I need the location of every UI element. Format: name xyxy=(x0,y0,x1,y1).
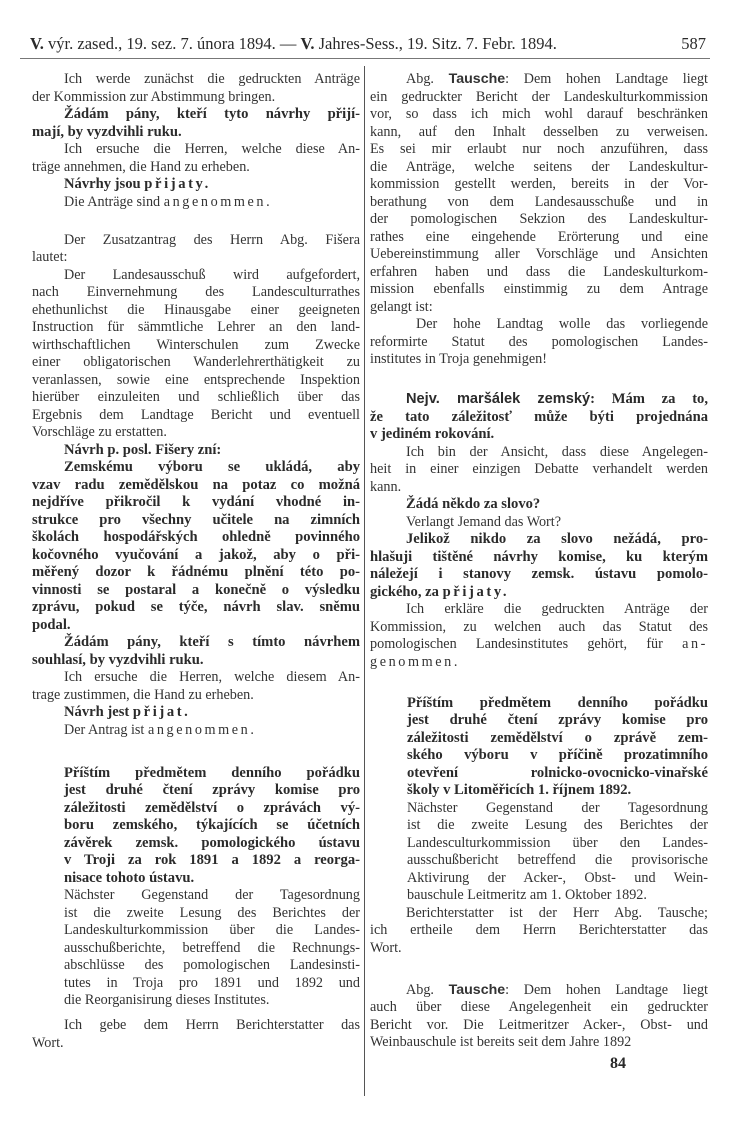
text-line: berathung von dem Landesausschuße und in xyxy=(370,193,708,210)
text-run: pomologischen Landesinstitutes gehört, für xyxy=(370,636,683,652)
text-line: měřený dozor k řádnému plnění této po- xyxy=(32,564,360,580)
column-divider xyxy=(364,66,365,1096)
text-line: kann, auf den Inhalt desselben zu verweisen. xyxy=(370,123,708,140)
text-line: reformirte Statut des pomologischen Landes- xyxy=(370,333,708,350)
text-line xyxy=(32,704,360,722)
text-line xyxy=(370,584,708,602)
header-title: V. výr. zased., 19. sez. 7. února 1894. — V. Jahres-Sess., 19. Sitz. 7. Febr. 1894. xyxy=(30,34,557,53)
text-line: Ich ersuche die Herren, welche diese An- xyxy=(64,141,360,157)
text-line: Landesculturkommission über den Landes- xyxy=(407,834,708,851)
text-line: Zemskému výboru se ukládá, aby xyxy=(64,459,360,475)
text-line: že tato záležitosť může býti projednána xyxy=(370,408,708,425)
text-line: hlašuji tištěné návrhy komise, ku kterým xyxy=(370,548,708,565)
text-line: vzav radu zemědělskou na potaz co možná xyxy=(32,476,360,493)
header-rule xyxy=(20,58,710,59)
text-line: závěrek zemsk. pomologického ústavu xyxy=(64,834,360,851)
text-line: Ich erkläre die gedruckten Anträge der xyxy=(406,601,708,617)
text-line xyxy=(32,194,360,212)
paragraph xyxy=(32,442,360,460)
text-line: Der Zusatzantrag des Herrn Abg. Fišera xyxy=(64,231,360,248)
spaced-text: angenommen. xyxy=(147,721,257,738)
text-line xyxy=(32,722,360,740)
text-line: Es sei mir erlaubt nur noch anzuführen, dass xyxy=(370,141,708,157)
text-line xyxy=(370,654,708,672)
text-run: gického, za xyxy=(370,583,443,600)
spaced-text: angenommen. xyxy=(163,193,273,210)
text-line: vor, so dass ich mich wohl darauf beschränken xyxy=(370,106,708,122)
page-number: 587 xyxy=(681,34,706,53)
text-line: záležitosti zemědělství o zprávách vý- xyxy=(64,799,360,816)
text-line: ein gedruckter Bericht der Landeskulturkommission xyxy=(370,88,708,105)
paragraph xyxy=(370,316,708,369)
text-run: Der Antrag ist xyxy=(64,721,148,738)
text-line: auch über diese Angelegenheit ein gedruckter xyxy=(370,999,708,1015)
text-line: Vorschläge zu erstatten. xyxy=(32,424,167,440)
text-line: hierüber einzuleiten und schließlich über das xyxy=(32,389,360,405)
paragraph xyxy=(32,765,360,888)
paragraph xyxy=(32,634,360,669)
paragraph xyxy=(32,459,360,634)
text-line: nisace tohoto ústavu. xyxy=(64,869,195,886)
text-line: zprávu, pokud se týče, návrh slav. sněmu xyxy=(32,599,360,615)
paragraph xyxy=(370,71,708,316)
text-line: ského výboru v příčině prozatimního xyxy=(407,747,708,763)
text-line: einer obligatorischen Wanderlehrerthätigkeit zu xyxy=(32,354,360,370)
text-line: školy v Litoměřicích 1. říjnem 1892. xyxy=(407,782,632,798)
paragraph xyxy=(32,722,360,740)
text-line: nejdříve přikročil k vydání vhodné in- xyxy=(32,494,360,510)
right-column xyxy=(370,71,708,1052)
text-line: školách hospodářských ohledně povinného xyxy=(32,529,360,545)
text-line xyxy=(370,982,708,1000)
text-line: Ich ersuche die Herren, welche diesem An- xyxy=(64,669,360,685)
spaced-text: genommen. xyxy=(370,653,460,670)
text-line: boru zemského, týkajících se účetních xyxy=(64,817,360,833)
left-column xyxy=(32,71,360,1052)
text-line: die Anträge, welche seitens der Landeskultur- xyxy=(370,158,708,175)
text-line: v Troji za rok 1891 a 1892 a reorga- xyxy=(64,852,360,868)
paragraph xyxy=(370,531,708,601)
paragraph xyxy=(32,704,360,722)
text-run: Abg. xyxy=(406,71,449,87)
text-line: der Kommission zur Abstimmung bringen. xyxy=(32,88,276,105)
text-line: Žádám pány, kteří s tímto návrhem xyxy=(64,634,360,650)
text-line: tutes in Troja pro 1891 und 1892 und xyxy=(64,974,360,991)
text-line: strukce pro všechny učitele na zimních xyxy=(32,511,360,528)
text-line: nach Einvernehmung des Landesculturrathes xyxy=(32,284,360,300)
spaced-text: přijat. xyxy=(132,704,191,720)
text-line: der pomologischen Sekzion des Landeskultur- xyxy=(370,211,708,227)
text-run: : Mám za to, xyxy=(590,391,708,407)
text-line: lautet: xyxy=(32,249,68,265)
text-line: institutes in Troja genehmigen! xyxy=(370,351,547,367)
text-line: rathes eine eingehende Erörterung und eine xyxy=(370,228,708,245)
paragraph xyxy=(370,800,708,905)
spaced-text: přijaty. xyxy=(144,176,211,192)
text-line: Uebereinstimmung aller Vorschläge und Ansichten xyxy=(370,246,708,262)
text-line: ich ertheile dem Herrn Berichterstatter das xyxy=(370,922,708,938)
speaker-name: Tausche xyxy=(448,981,506,998)
text-line: bauschule Leitmeritz am 1. Oktober 1892. xyxy=(407,887,647,903)
text-line: kočovného vyučování a jakož, aby o při- xyxy=(32,546,360,563)
text-line: die Reorganisirung dieses Institutes. xyxy=(64,992,270,1008)
text-run: Návrh jest xyxy=(64,704,133,720)
text-line: vinnosti se postaral a konečně o výsledku xyxy=(32,581,360,598)
text-line: Wort. xyxy=(32,1034,64,1051)
text-line: záležitosti zemědělství o zprávě zem- xyxy=(407,729,708,746)
text-line: Žádá někdo za slovo? xyxy=(406,496,541,512)
text-run: Die Anträge sind xyxy=(64,193,164,210)
paragraph xyxy=(370,391,708,444)
running-header xyxy=(30,34,706,56)
text-line: Návrh p. posl. Fišery zní: xyxy=(64,441,222,458)
text-line xyxy=(370,636,708,654)
text-line: jest druhé čtení zprávy komise pro xyxy=(407,712,708,728)
text-line: kommission gestellt werden, bereits in der Vor- xyxy=(370,176,708,192)
text-line: Ich werde zunächst die gedruckten Anträge xyxy=(64,71,360,87)
text-line: ist die zweite Lesung des Berichtes der xyxy=(64,904,360,921)
text-line: abschlüsse des pomologischen Landesinsti- xyxy=(64,957,360,973)
text-line xyxy=(370,71,708,89)
text-line: Aktivirung der Acker-, Obst- und Wein- xyxy=(407,869,708,886)
text-line: kann. xyxy=(370,478,402,495)
text-line: Berichterstatter ist der Herr Abg. Tausche; xyxy=(406,904,708,921)
text-line: Nächster Gegenstand der Tagesordnung xyxy=(407,799,708,816)
text-line: Der Landesausschuß wird aufgefordert, xyxy=(64,266,360,283)
text-line: Kommission, zu welchen auch das Statut des xyxy=(370,618,708,635)
text-line: jest druhé čtení zprávy komise pro xyxy=(64,782,360,798)
text-line: Ergebnis dem Landtage Bericht und eventuell xyxy=(32,406,360,423)
text-line: mission ebenfalls einstimmig zu dem Antrage xyxy=(370,281,708,297)
paragraph xyxy=(32,267,360,442)
spaced-text: přijaty. xyxy=(442,583,510,600)
text-line: podal. xyxy=(32,616,71,633)
text-run: : Dem hohen Landtage liegt xyxy=(505,71,708,87)
text-line: ehethunlichst die Hinausgabe einer geeigneten xyxy=(32,301,360,318)
paragraph xyxy=(370,444,708,497)
paragraph xyxy=(32,106,360,141)
speaker-name: Nejv. maršálek zemský xyxy=(406,391,591,407)
paragraph xyxy=(32,176,360,194)
text-line: mají, by vyzdvihli ruku. xyxy=(32,123,182,140)
text-run: Abg. xyxy=(406,981,449,998)
text-line: Nächster Gegenstand der Tagesordnung xyxy=(64,887,360,903)
text-line: Instruction für sämmtliche Lehrer an den land- xyxy=(32,319,360,335)
text-line: gelangt ist: xyxy=(370,298,433,315)
paragraph xyxy=(32,887,360,1010)
paragraph xyxy=(32,669,360,704)
text-line: Příštím předmětem denního pořádku xyxy=(64,764,360,781)
text-line: Weinbauschule ist bereits seit dem Jahre 1892 xyxy=(370,1034,632,1050)
paragraph xyxy=(370,982,708,1052)
text-line: Der hohe Landtag wolle das vorliegende xyxy=(416,316,708,332)
spaced-text: an- xyxy=(682,636,708,652)
text-line: otevření rolnicko-ovocnicko-vinařské xyxy=(407,764,708,781)
text-line: náležejí i stanovy zemsk. ústavu pomolo- xyxy=(370,566,708,582)
paragraph xyxy=(370,514,708,532)
text-line: Ich bin der Ansicht, dass diese Angelegen- xyxy=(406,443,708,460)
text-line: erfahren haben und dass die Landeskulturkom- xyxy=(370,263,708,280)
paragraph xyxy=(370,496,708,514)
paragraph xyxy=(370,601,708,671)
text-run: Návrhy jsou xyxy=(64,176,145,192)
text-line: heit in einer einzigen Debatte verhandelt werden xyxy=(370,461,708,477)
text-line: Bericht vor. Die Leitmeritzer Acker-, Obst- und xyxy=(370,1016,708,1033)
text-line: ist die zweite Lesung des Berichtes der xyxy=(407,817,708,833)
speaker-name: Tausche xyxy=(448,71,506,87)
signature-mark: 84 xyxy=(610,1055,626,1072)
text-line: Landeskulturkommission über die Landes- xyxy=(64,922,360,938)
paragraph xyxy=(32,71,360,106)
paragraph xyxy=(370,905,708,958)
text-line: souhlasí, by vyzdvihli ruku. xyxy=(32,651,204,668)
text-line: ausschußberichte, betreffend die Rechnungs- xyxy=(64,939,360,956)
text-line: v jediném rokování. xyxy=(370,426,495,442)
text-line: Wort. xyxy=(370,939,402,956)
text-line: träge annehmen, die Hand zu erheben. xyxy=(32,158,250,175)
paragraph xyxy=(32,141,360,176)
paragraph xyxy=(32,194,360,212)
text-line: Jelikož nikdo za slovo nežádá, pro- xyxy=(406,531,708,547)
paragraph xyxy=(32,232,360,267)
text-line: Verlangt Jemand das Wort? xyxy=(406,513,562,530)
text-line xyxy=(32,176,360,194)
text-line: Ich gebe dem Herrn Berichterstatter das xyxy=(64,1017,360,1033)
text-run: : Dem hohen Landtage liegt xyxy=(505,981,708,998)
text-line: Příštím předmětem denního pořádku xyxy=(407,694,708,711)
paragraph xyxy=(32,1017,360,1052)
text-line: Žádám pány, kteří tyto návrhy přijí- xyxy=(64,106,360,122)
text-line: veranlassen, sowie eine entsprechende Inspektion xyxy=(32,371,360,388)
text-line: wirthschaftlichen Winterschulen zum Zwecke xyxy=(32,336,360,353)
text-line xyxy=(370,391,708,409)
text-line: trage zustimmen, die Hand zu erheben. xyxy=(32,686,254,703)
text-line: ausschußbericht betreffend die provisorische xyxy=(407,852,708,868)
paragraph xyxy=(370,695,708,800)
